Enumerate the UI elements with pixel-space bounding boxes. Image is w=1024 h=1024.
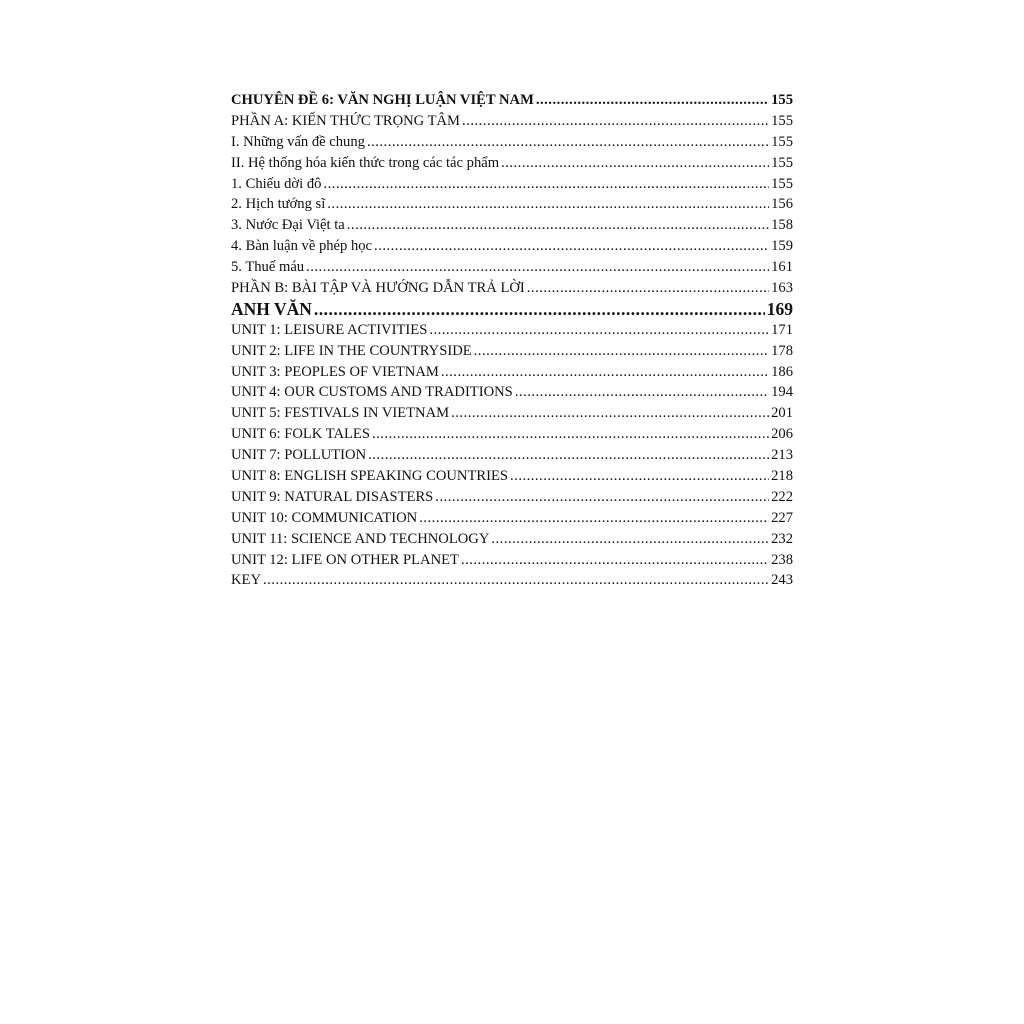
toc-dot-leader — [367, 132, 769, 153]
toc-page-number: 171 — [771, 321, 793, 338]
toc-entry[interactable] — [231, 320, 793, 341]
toc-dot-leader — [327, 194, 769, 215]
toc-page-number: 206 — [771, 426, 793, 443]
toc-entry-title: 2. Hịch tướng sĩ — [231, 196, 326, 213]
toc-entry[interactable] — [231, 132, 793, 153]
toc-entry-title: UNIT 2: LIFE IN THE COUNTRYSIDE — [231, 342, 472, 359]
toc-page-number: 161 — [771, 259, 793, 276]
toc-entry[interactable] — [231, 215, 793, 236]
toc-entry[interactable] — [231, 90, 793, 111]
toc-entry-title: KEY — [231, 572, 261, 589]
toc-dot-leader — [462, 111, 769, 132]
toc-entry-title: PHẦN A: KIẾN THỨC TRỌNG TÂM — [231, 112, 461, 129]
toc-page-number: 155 — [771, 112, 793, 129]
toc-entry-title: UNIT 1: LEISURE ACTIVITIES — [231, 321, 428, 338]
toc-entry[interactable] — [231, 257, 793, 278]
toc-entry[interactable] — [231, 111, 793, 132]
toc-page-number: 194 — [771, 384, 793, 401]
toc-page-number: 238 — [771, 551, 793, 568]
toc-dot-leader — [461, 550, 769, 571]
toc-section-heading[interactable] — [231, 299, 793, 320]
toc-entry[interactable] — [231, 529, 793, 550]
toc-page-number: 158 — [771, 217, 793, 234]
toc-entry[interactable] — [231, 508, 793, 529]
toc-dot-leader — [501, 153, 769, 174]
toc-dot-leader — [435, 487, 769, 508]
toc-entry[interactable] — [231, 424, 793, 445]
toc-dot-leader — [527, 278, 769, 299]
table-of-contents — [231, 90, 793, 591]
toc-page-number: 178 — [771, 342, 793, 359]
toc-entry-title: PHẦN B: BÀI TẬP VÀ HƯỚNG DẪN TRẢ LỜI — [231, 280, 525, 297]
toc-entry-title: UNIT 5: FESTIVALS IN VIETNAM — [231, 405, 450, 422]
toc-dot-leader — [368, 445, 769, 466]
toc-page-number: 232 — [771, 530, 793, 547]
toc-entry[interactable] — [231, 550, 793, 571]
toc-page-number: 213 — [771, 447, 793, 464]
toc-entry-title: UNIT 10: COMMUNICATION — [231, 509, 418, 526]
toc-entry-title: 5. Thuế máu — [231, 259, 305, 276]
toc-page-number: 186 — [771, 363, 793, 380]
toc-entry[interactable] — [231, 445, 793, 466]
toc-page-number: 155 — [771, 175, 793, 192]
toc-entry[interactable] — [231, 362, 793, 383]
toc-page-number: 201 — [771, 405, 793, 422]
toc-dot-leader — [323, 174, 769, 195]
toc-entry-title: UNIT 12: LIFE ON OTHER PLANET — [231, 551, 459, 568]
toc-entry-title: UNIT 6: FOLK TALES — [231, 426, 370, 443]
toc-entry[interactable] — [231, 341, 793, 362]
toc-dot-leader — [374, 236, 769, 257]
toc-entry-title: CHUYÊN ĐỀ 6: VĂN NGHỊ LUẬN VIỆT NAM — [231, 92, 534, 108]
toc-entry-title: UNIT 3: PEOPLES OF VIETNAM — [231, 363, 439, 380]
toc-dot-leader — [347, 215, 769, 236]
toc-dot-leader — [451, 403, 769, 424]
toc-dot-leader — [474, 341, 769, 362]
toc-entry-title: UNIT 9: NATURAL DISASTERS — [231, 488, 434, 505]
toc-entry[interactable] — [231, 174, 793, 195]
toc-dot-leader — [515, 382, 769, 403]
toc-entry[interactable] — [231, 487, 793, 508]
toc-dot-leader — [429, 320, 769, 341]
toc-entry[interactable] — [231, 403, 793, 424]
toc-page-number: 222 — [771, 488, 793, 505]
toc-entry-title: I. Những vấn đề chung — [231, 133, 365, 150]
toc-entry-title: ANH VĂN — [231, 298, 312, 319]
toc-entry[interactable] — [231, 278, 793, 299]
toc-entry[interactable] — [231, 236, 793, 257]
toc-entry-title: UNIT 11: SCIENCE AND TECHNOLOGY — [231, 530, 490, 547]
toc-dot-leader — [441, 362, 769, 383]
toc-entry-title: II. Hệ thống hóa kiến thức trong các tác phẩm — [231, 154, 500, 171]
toc-entry[interactable] — [231, 466, 793, 487]
toc-entry[interactable] — [231, 382, 793, 403]
toc-page-number: 169 — [766, 298, 793, 319]
toc-entry-title: 3. Nước Đại Việt ta — [231, 217, 345, 234]
toc-dot-leader — [491, 529, 769, 550]
toc-page-number: 156 — [771, 196, 793, 213]
toc-entry-title: 1. Chiếu dời đô — [231, 175, 322, 192]
toc-entry-title: UNIT 4: OUR CUSTOMS AND TRADITIONS — [231, 384, 513, 401]
toc-dot-leader — [263, 570, 769, 591]
toc-page-number: 227 — [771, 509, 793, 526]
toc-dot-leader — [510, 466, 769, 487]
toc-dot-leader — [372, 424, 769, 445]
toc-page-number: 218 — [771, 468, 793, 485]
toc-entry-title: UNIT 8: ENGLISH SPEAKING COUNTRIES — [231, 468, 509, 485]
toc-entry[interactable] — [231, 153, 793, 174]
toc-dot-leader — [419, 508, 769, 529]
toc-entry[interactable] — [231, 570, 793, 591]
toc-page-number: 155 — [771, 92, 793, 108]
toc-dot-leader — [536, 90, 769, 111]
toc-page-number: 155 — [771, 154, 793, 171]
toc-page-number: 155 — [771, 133, 793, 150]
toc-dot-leader — [314, 299, 765, 320]
toc-entry-title: 4. Bàn luận về phép học — [231, 238, 373, 255]
toc-entry[interactable] — [231, 194, 793, 215]
toc-page-number: 159 — [771, 238, 793, 255]
toc-page-number: 163 — [771, 280, 793, 297]
toc-dot-leader — [306, 257, 769, 278]
toc-page-number: 243 — [771, 572, 793, 589]
toc-entry-title: UNIT 7: POLLUTION — [231, 447, 367, 464]
